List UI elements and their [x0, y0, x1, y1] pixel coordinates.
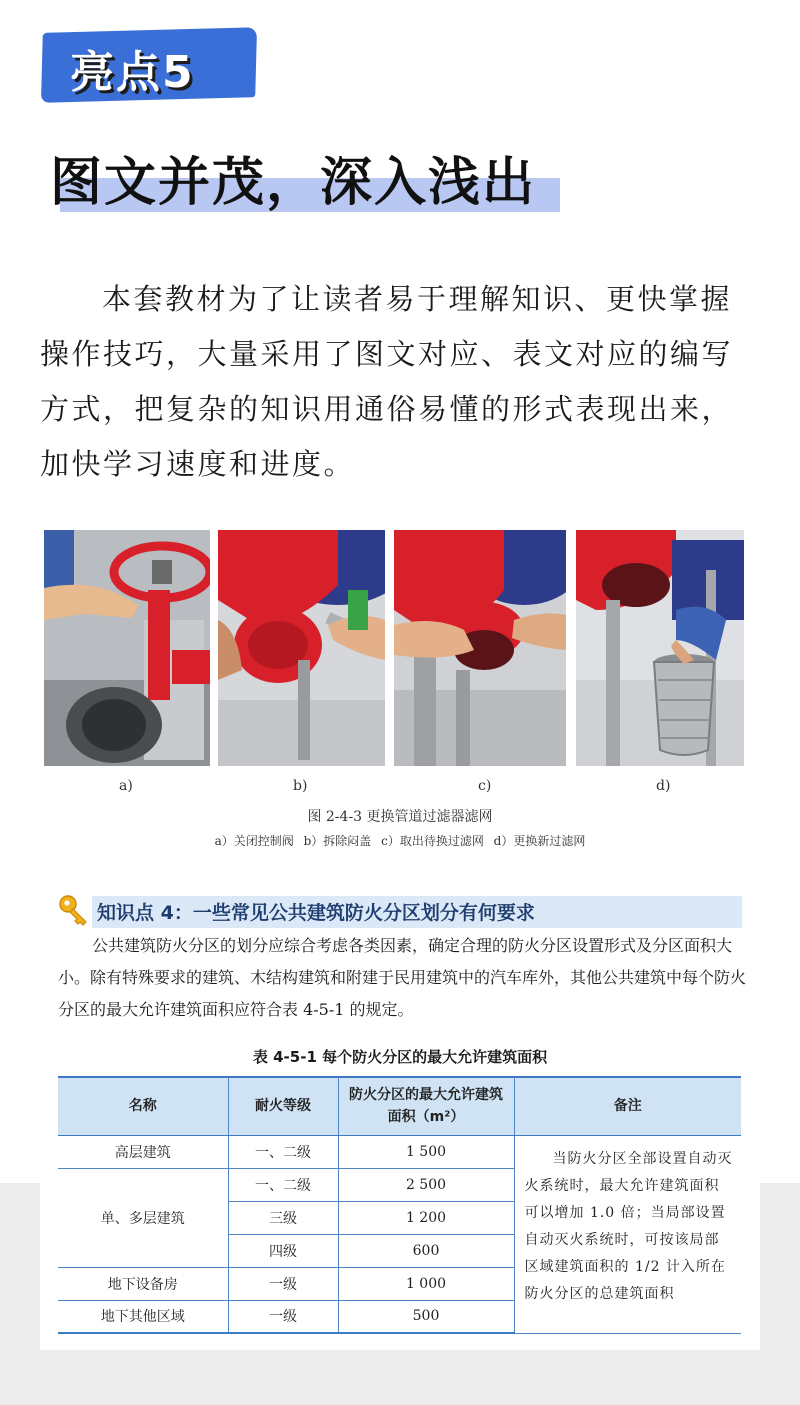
header-area: 防火分区的最大允许建筑面积（m²）	[338, 1077, 514, 1135]
cell-note: 当防火分区全部设置自动灭火系统时，最大允许建筑面积可以增加 1.0 倍；当局部设置自动灭火系统时，可按该局部区域建筑面积的 1/2 计入所在防火分区的总建筑面积	[514, 1135, 741, 1333]
header-grade: 耐火等级	[228, 1077, 338, 1135]
cell-area: 600	[338, 1234, 514, 1267]
intro-paragraph: 本套教材为了让读者易于理解知识、更快掌握操作技巧，大量采用了图文对应、表文对应的编写方式，把复杂的知识用通俗易懂的形式表现出来，加快学习速度和进度。	[40, 282, 734, 481]
photo-replace-filter	[576, 530, 744, 766]
headline	[50, 140, 536, 220]
photo-label-d: d)	[656, 778, 671, 794]
table-row	[58, 1135, 741, 1168]
cell-name: 高层建筑	[58, 1135, 228, 1168]
photo-label-b: b)	[293, 778, 308, 794]
table-title: 表 4-5-1 每个防火分区的最大允许建筑面积	[252, 1048, 548, 1066]
photo-take-out-filter	[394, 530, 566, 766]
cell-grade: 一级	[228, 1300, 338, 1333]
fire-compartment-table	[58, 1076, 741, 1334]
cell-name: 单、多层建筑	[58, 1168, 228, 1267]
knowledge-body: 公共建筑防火分区的划分应综合考虑各类因素，确定合理的防火分区设置形式及分区面积大小。除有特殊要求的建筑、木结构建筑和附建于民用建筑中的汽车库外，其他公共建筑中每个防火分区的最大允许建筑面积应符合表 4-5-1 的规定。	[58, 936, 747, 1019]
badge-label: 亮点5	[70, 47, 195, 98]
photo-label-a: a)	[119, 778, 133, 794]
cell-grade: 三级	[228, 1201, 338, 1234]
cell-area: 1 500	[338, 1135, 514, 1168]
header-note: 备注	[514, 1077, 741, 1135]
photo-close-valve	[44, 530, 210, 766]
cell-name: 地下其他区域	[58, 1300, 228, 1333]
cell-area: 2 500	[338, 1168, 514, 1201]
cell-name: 地下设备房	[58, 1267, 228, 1300]
cell-area: 500	[338, 1300, 514, 1333]
knowledge-title: 知识点 4：一些常见公共建筑防火分区划分有何要求	[97, 902, 535, 924]
headline-text: 图文并茂，深入浅出	[50, 153, 537, 213]
cell-grade: 一、二级	[228, 1135, 338, 1168]
figure-sub-caption: a）关闭控制阀 b）拆除闷盖 c）取出待换过滤网 d）更换新过滤网	[214, 834, 586, 848]
cell-area: 1 200	[338, 1201, 514, 1234]
table-header-row	[58, 1077, 741, 1135]
photo-label-c: c)	[478, 778, 492, 794]
cell-grade: 四级	[228, 1234, 338, 1267]
cell-grade: 一、二级	[228, 1168, 338, 1201]
knowledge-card	[40, 880, 760, 1350]
figure-photo-strip	[44, 530, 744, 766]
header-name: 名称	[58, 1077, 228, 1135]
photo-remove-cover	[218, 530, 385, 766]
figure-caption: 图 2-4-3 更换管道过滤器滤网	[307, 809, 493, 825]
cell-area: 1 000	[338, 1267, 514, 1300]
highlight-badge	[42, 30, 256, 100]
key-icon	[58, 894, 90, 926]
cell-grade: 一级	[228, 1267, 338, 1300]
